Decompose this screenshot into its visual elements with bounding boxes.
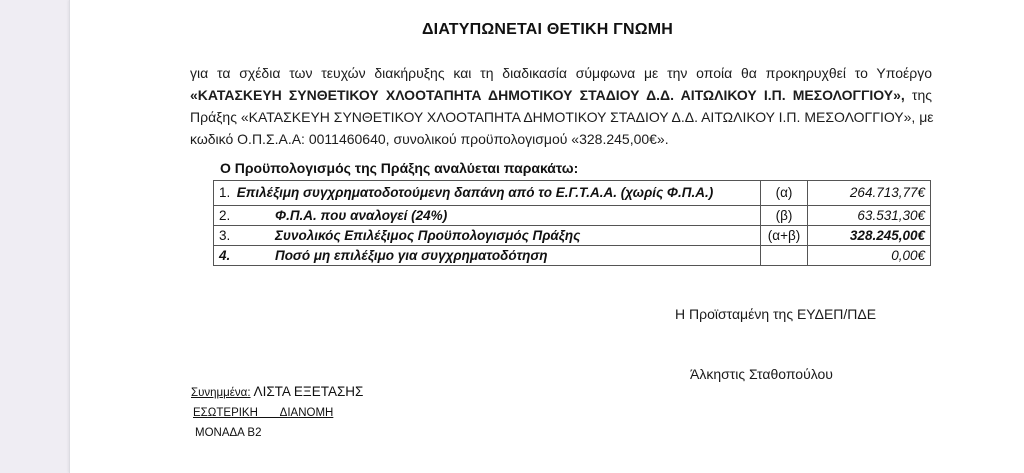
document-page	[69, 0, 1024, 473]
row-label: Φ.Π.Α. που αναλογεί (24%)	[275, 208, 448, 223]
row-label: Ποσό μη επιλέξιμο για συγχρηματοδότηση	[275, 248, 548, 263]
row-description	[214, 206, 761, 226]
table-row	[214, 226, 931, 246]
internal-distribution: ΕΣΩΤΕΡΙΚΗ ΔΙΑΝΟΜΗ	[193, 407, 334, 419]
row-amount: 0,00€	[808, 246, 931, 266]
attachments	[191, 384, 363, 399]
row-reference: (α+β)	[761, 226, 808, 246]
row-amount: 63.531,30€	[808, 206, 931, 226]
signatory-name: Άλκηστις Σταθοπούλου	[690, 366, 833, 382]
row-description	[214, 246, 761, 266]
intro-paragraph	[190, 62, 932, 150]
paragraph-line-3: Πράξης «ΚΑΤΑΣΚΕΥΗ ΣΥΝΘΕΤΙΚΟΥ ΧΛΟΟΤΑΠΗΤΑ ΔΗΜΟΤΙΚΟΥ ΣΤΑΔΙΟΥ Δ.Δ. ΑΙΤΩΛΙΚΟΥ Ι.Π. ΜΕΣΟΛΟΓΓΙΟΥ», με	[190, 109, 934, 125]
table-row	[214, 181, 931, 206]
paragraph-line-2-rest: της	[911, 87, 932, 103]
row-amount: 264.713,77€	[808, 181, 931, 206]
table-row	[214, 206, 931, 226]
row-label: Επιλέξιμη συγχρηματοδοτούμενη δαπάνη από το Ε.Γ.Τ.Α.Α. (χωρίς Φ.Π.Α.)	[236, 185, 714, 200]
signatory-role: Η Προϊσταμένη της ΕΥΔΕΠ/ΠΔΕ	[675, 306, 877, 322]
unit-label: ΜΟΝΑΔΑ Β2	[195, 427, 262, 439]
paragraph-line-4: κωδικό Ο.Π.Σ.Α.Α: 0011460640, συνολικού προϋπολογισμού «328.245,00€».	[190, 131, 669, 147]
attachments-value: ΛΙΣΤΑ ΕΞΕΤΑΣΗΣ	[253, 384, 364, 399]
row-number: 4.	[219, 248, 231, 263]
row-reference: (α)	[761, 181, 808, 206]
document-title: ΔΙΑΤΥΠΩΝΕΤΑΙ ΘΕΤΙΚΗ ΓΝΩΜΗ	[421, 21, 674, 38]
table-row	[214, 246, 931, 266]
paragraph-line-1: για τα σχέδια των τευχών διακήρυξης και τη διαδικασία σύμφωνα με την οποία θα προκηρυχθεί το Υποέργο	[190, 65, 932, 81]
budget-heading: Ο Προϋπολογισμός της Πράξης αναλύεται παρακάτω:	[220, 160, 579, 176]
row-description	[214, 226, 761, 246]
row-label: Συνολικός Επιλέξιμος Προϋπολογισμός Πράξης	[275, 228, 581, 243]
budget-table	[213, 180, 931, 266]
project-name-bold: «ΚΑΤΑΣΚΕΥΗ ΣΥΝΘΕΤΙΚΟΥ ΧΛΟΟΤΑΠΗΤΑ ΔΗΜΟΤΙΚΟΥ ΣΤΑΔΙΟΥ Δ.Δ. ΑΙΤΩΛΙΚΟΥ Ι.Π. ΜΕΣΟΛΟΓΓΙΟΥ»,	[190, 87, 905, 103]
attachments-label: Συνημμένα:	[191, 387, 251, 399]
paragraph-line-2	[190, 84, 932, 106]
row-number: 1.	[219, 185, 231, 200]
row-amount: 328.245,00€	[808, 226, 931, 246]
row-description	[214, 181, 761, 206]
row-reference	[761, 246, 808, 266]
row-reference: (β)	[761, 206, 808, 226]
row-number: 3.	[219, 228, 231, 243]
row-number: 2.	[219, 208, 231, 223]
